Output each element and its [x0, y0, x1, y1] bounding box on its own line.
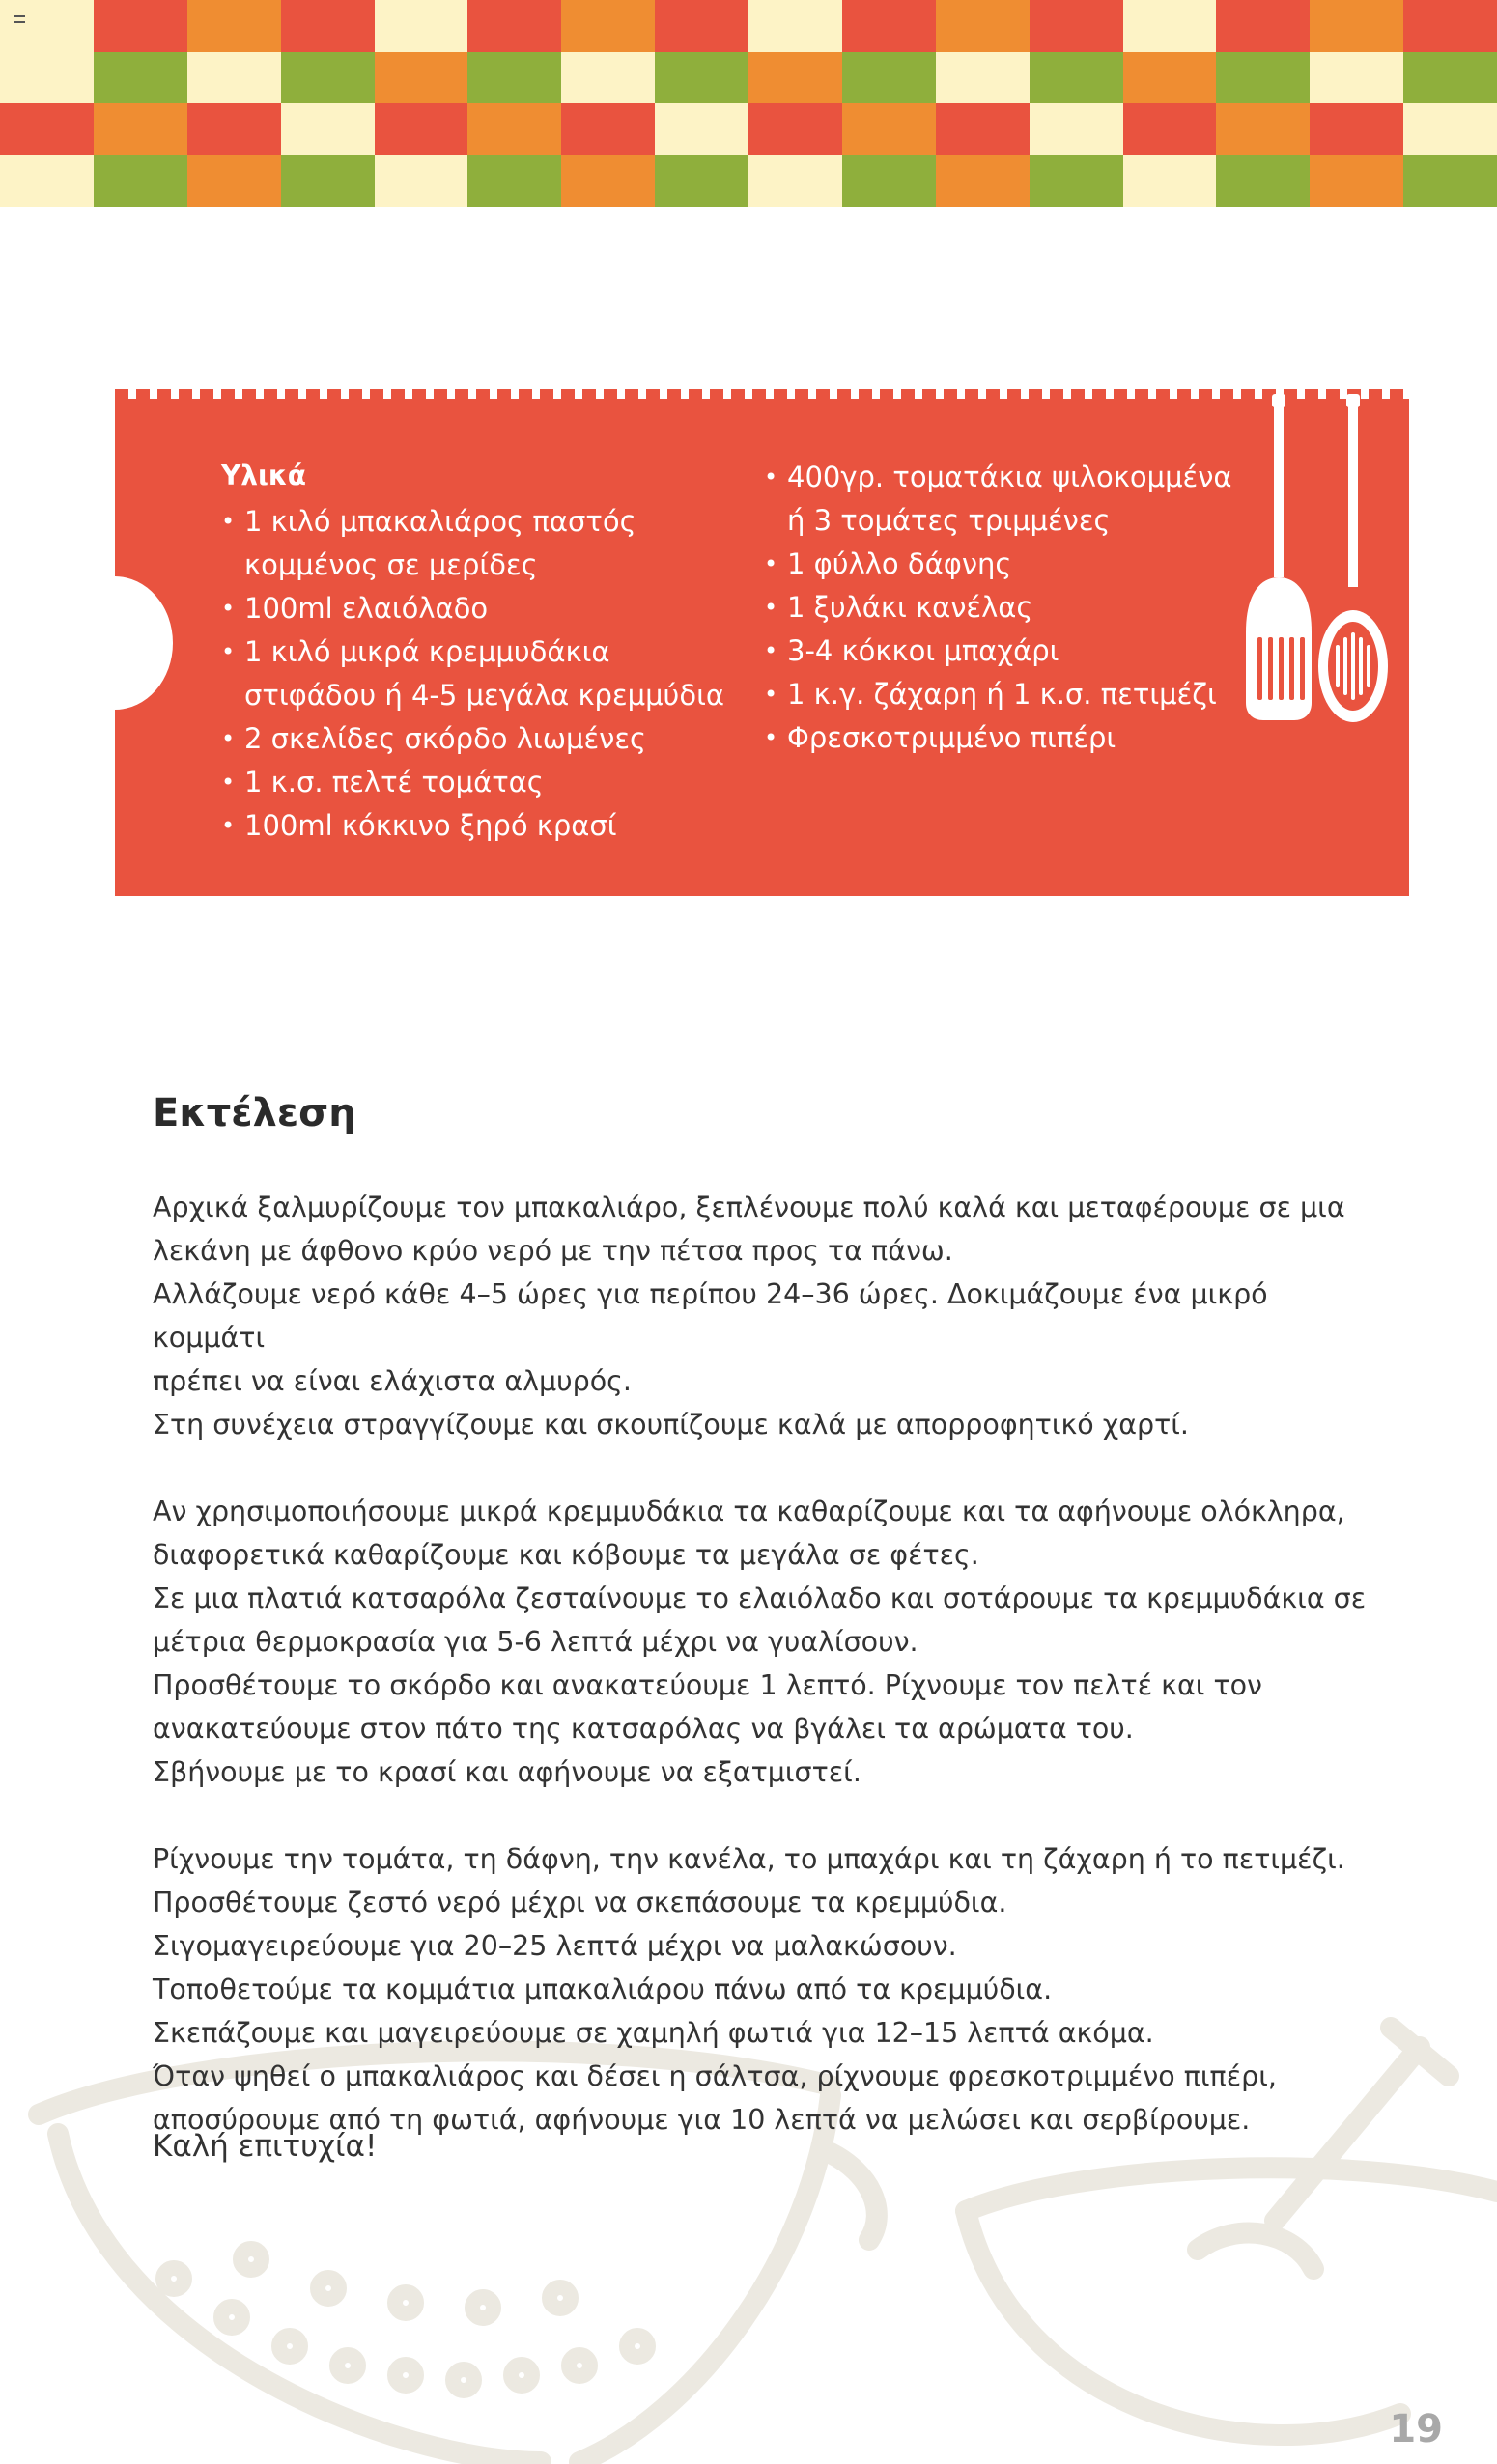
checker-cell	[936, 103, 1030, 155]
ingredients-list-left	[221, 500, 743, 848]
ingredient-line: 1 κ.γ. ζάχαρη ή 1 κ.σ. πετιμέζι	[787, 678, 1217, 711]
checker-cell	[1310, 103, 1403, 155]
checker-cell	[0, 103, 94, 155]
checker-cell	[94, 155, 187, 208]
checker-cell	[1123, 155, 1217, 208]
checker-cell	[655, 155, 748, 208]
checker-cell	[842, 0, 936, 52]
ingredient-item	[221, 804, 743, 848]
checker-cell	[94, 52, 187, 104]
checker-cell	[936, 155, 1030, 208]
ingredient-line: 1 κιλό μικρά κρεμμυδάκια	[244, 635, 610, 668]
checker-cell	[1216, 52, 1310, 104]
checker-cell	[0, 0, 94, 52]
checker-cell	[281, 155, 375, 208]
method-line: λεκάνη με άφθονο κρύο νερό με την πέτσα προς τα πάνω.	[153, 1235, 953, 1267]
ingredient-line: κομμένος σε μερίδες	[244, 548, 538, 581]
checker-cell	[1216, 0, 1310, 52]
method-line: Ρίχνουμε την τομάτα, τη δάφνη, την κανέλα, το μπαχάρι και τη ζάχαρη ή το πετιμέζι.	[153, 1843, 1345, 1875]
checker-cell	[1030, 103, 1123, 155]
ingredient-item	[221, 630, 743, 717]
ingredient-item	[764, 586, 1247, 630]
checker-cell	[467, 52, 561, 104]
checker-cell	[467, 103, 561, 155]
method-line: Αλλάζουμε νερό κάθε 4–5 ώρες για περίπου 24–36 ώρες. Δοκιμάζουμε ένα μικρό κομμάτι	[153, 1278, 1268, 1354]
checker-cell	[1403, 155, 1497, 208]
checker-cell	[561, 0, 655, 52]
checker-cell	[842, 52, 936, 104]
ingredient-line: 1 φύλλο δάφνης	[787, 547, 1012, 580]
checker-cell	[187, 155, 281, 208]
utensils-illustration	[1236, 386, 1400, 734]
ingredient-item	[221, 761, 743, 804]
checker-cell	[655, 0, 748, 52]
closing-line: Καλή επιτυχία!	[153, 2129, 378, 2164]
checker-cell	[1123, 52, 1217, 104]
ingredient-item	[764, 630, 1247, 673]
card-notch	[115, 576, 231, 710]
method-line: Σε μια πλατιά κατσαρόλα ζεσταίνουμε το ελαιόλαδο και σοτάρουμε τα κρεμμυδάκια σε	[153, 1582, 1367, 1614]
checker-cell	[748, 52, 842, 104]
page-number: 19	[1389, 2407, 1443, 2451]
method-line: Προσθέτουμε το σκόρδο και ανακατεύουμε 1 λεπτό. Ρίχνουμε τον πελτέ και τον	[153, 1669, 1262, 1701]
checker-cell	[187, 103, 281, 155]
checker-cell	[94, 103, 187, 155]
method-paragraph	[153, 1490, 1370, 1794]
card-perforated-edge	[115, 389, 1409, 399]
checker-cell	[1123, 103, 1217, 155]
method-line: Στη συνέχεια στραγγίζουμε και σκουπίζουμε καλά με απορροφητικό χαρτί.	[153, 1409, 1189, 1441]
checker-cell	[0, 52, 94, 104]
ingredient-line: 100ml κόκκινο ξηρό κρασί	[244, 809, 617, 842]
ingredients-list-right	[764, 456, 1247, 760]
method-line: Προσθέτουμε ζεστό νερό μέχρι να σκεπάσουμε τα κρεμμύδια.	[153, 1887, 1007, 1918]
method-paragraph	[153, 1186, 1370, 1446]
method-line: πρέπει να είναι ελάχιστα αλμυρός.	[153, 1365, 632, 1397]
method-line: ανακατεύουμε στον πάτο της κατσαρόλας να βγάλει τα αρώματα του.	[153, 1713, 1134, 1745]
method-paragraph	[153, 1837, 1370, 2142]
checker-cell	[561, 52, 655, 104]
ingredient-item	[221, 500, 743, 587]
checker-cell	[0, 155, 94, 208]
ingredient-item	[764, 543, 1247, 586]
checker-cell	[467, 155, 561, 208]
checker-cell	[281, 52, 375, 104]
checker-cell	[936, 0, 1030, 52]
checker-cell	[655, 103, 748, 155]
ingredient-item	[764, 456, 1247, 543]
checker-cell	[187, 0, 281, 52]
checker-cell	[94, 0, 187, 52]
checker-cell	[561, 155, 655, 208]
ingredient-item	[764, 716, 1247, 760]
method-line: Σιγομαγειρεύουμε για 20–25 λεπτά μέχρι να μαλακώσουν.	[153, 1930, 957, 1962]
method-line: Αν χρησιμοποιήσουμε μικρά κρεμμυδάκια τα καθαρίζουμε και τα αφήνουμε ολόκληρα,	[153, 1496, 1345, 1527]
method-line: Σκεπάζουμε και μαγειρεύουμε σε χαμηλή φωτιά για 12–15 λεπτά ακόμα.	[153, 2017, 1154, 2049]
method-line: Αρχικά ξαλμυρίζουμε τον μπακαλιάρο, ξεπλένουμε πολύ καλά και μεταφέρουμε σε μια	[153, 1191, 1345, 1223]
checker-cell	[1216, 103, 1310, 155]
checker-cell	[1030, 52, 1123, 104]
method-title: Εκτέλεση	[153, 1091, 356, 1135]
checker-cell	[1403, 52, 1497, 104]
checker-cell	[936, 52, 1030, 104]
checker-cell	[281, 103, 375, 155]
menu-icon[interactable]	[14, 15, 25, 23]
ingredient-line: 2 σκελίδες σκόρδο λιωμένες	[244, 722, 647, 755]
method-line: αποσύρουμε από τη φωτιά, αφήνουμε για 10 λεπτά να μελώσει και σερβίρουμε.	[153, 2104, 1251, 2136]
checker-cell	[561, 103, 655, 155]
checker-cell	[187, 52, 281, 104]
checker-cell	[1030, 0, 1123, 52]
checker-cell	[748, 155, 842, 208]
checker-cell	[1030, 155, 1123, 208]
checker-cell	[1310, 52, 1403, 104]
method-line: Όταν ψηθεί ο μπακαλιάρος και δέσει η σάλτσα, ρίχνουμε φρεσκοτριμμένο πιπέρι,	[153, 2060, 1277, 2092]
ingredient-line: Φρεσκοτριμμένο πιπέρι	[787, 721, 1116, 754]
checker-cell	[748, 103, 842, 155]
ingredient-line: ή 3 τομάτες τριμμένες	[787, 504, 1111, 537]
method-line: μέτρια θερμοκρασία για 5-6 λεπτά μέχρι να γυαλίσουν.	[153, 1626, 918, 1658]
ingredient-item	[221, 587, 743, 630]
method-line: διαφορετικά καθαρίζουμε και κόβουμε τα μεγάλα σε φέτες.	[153, 1539, 979, 1571]
ingredient-line: 1 κιλό μπακαλιάρος παστός	[244, 505, 636, 538]
checker-cell	[375, 52, 468, 104]
checker-cell	[281, 0, 375, 52]
checkered-header-pattern	[0, 0, 1497, 207]
checker-cell	[1403, 0, 1497, 52]
checker-cell	[655, 52, 748, 104]
checker-cell	[467, 0, 561, 52]
ingredient-line: στιφάδου ή 4-5 μεγάλα κρεμμύδια	[244, 679, 724, 712]
checker-cell	[842, 103, 936, 155]
method-line: Τοποθετούμε τα κομμάτια μπακαλιάρου πάνω από τα κρεμμύδια.	[153, 1974, 1053, 2005]
ingredients-title: Υλικά	[221, 460, 307, 491]
checker-cell	[1216, 155, 1310, 208]
ingredient-line: 1 κ.σ. πελτέ τομάτας	[244, 766, 544, 798]
ingredient-line: 100ml ελαιόλαδο	[244, 592, 489, 625]
ingredient-line: 3-4 κόκκοι μπαχάρι	[787, 634, 1059, 667]
checker-cell	[375, 0, 468, 52]
checker-cell	[375, 103, 468, 155]
ingredient-line: 400γρ. τοματάκια ψιλοκομμένα	[787, 461, 1232, 493]
checker-cell	[1403, 103, 1497, 155]
checker-cell	[375, 155, 468, 208]
ingredient-item	[221, 717, 743, 761]
method-line: Σβήνουμε με το κρασί και αφήνουμε να εξατμιστεί.	[153, 1756, 861, 1788]
checker-cell	[842, 155, 936, 208]
checker-cell	[1310, 155, 1403, 208]
checker-cell	[1123, 0, 1217, 52]
checker-cell	[748, 0, 842, 52]
method-text	[153, 1186, 1370, 2142]
ingredient-item	[764, 673, 1247, 716]
checker-cell	[1310, 0, 1403, 52]
ingredient-line: 1 ξυλάκι κανέλας	[787, 591, 1033, 624]
